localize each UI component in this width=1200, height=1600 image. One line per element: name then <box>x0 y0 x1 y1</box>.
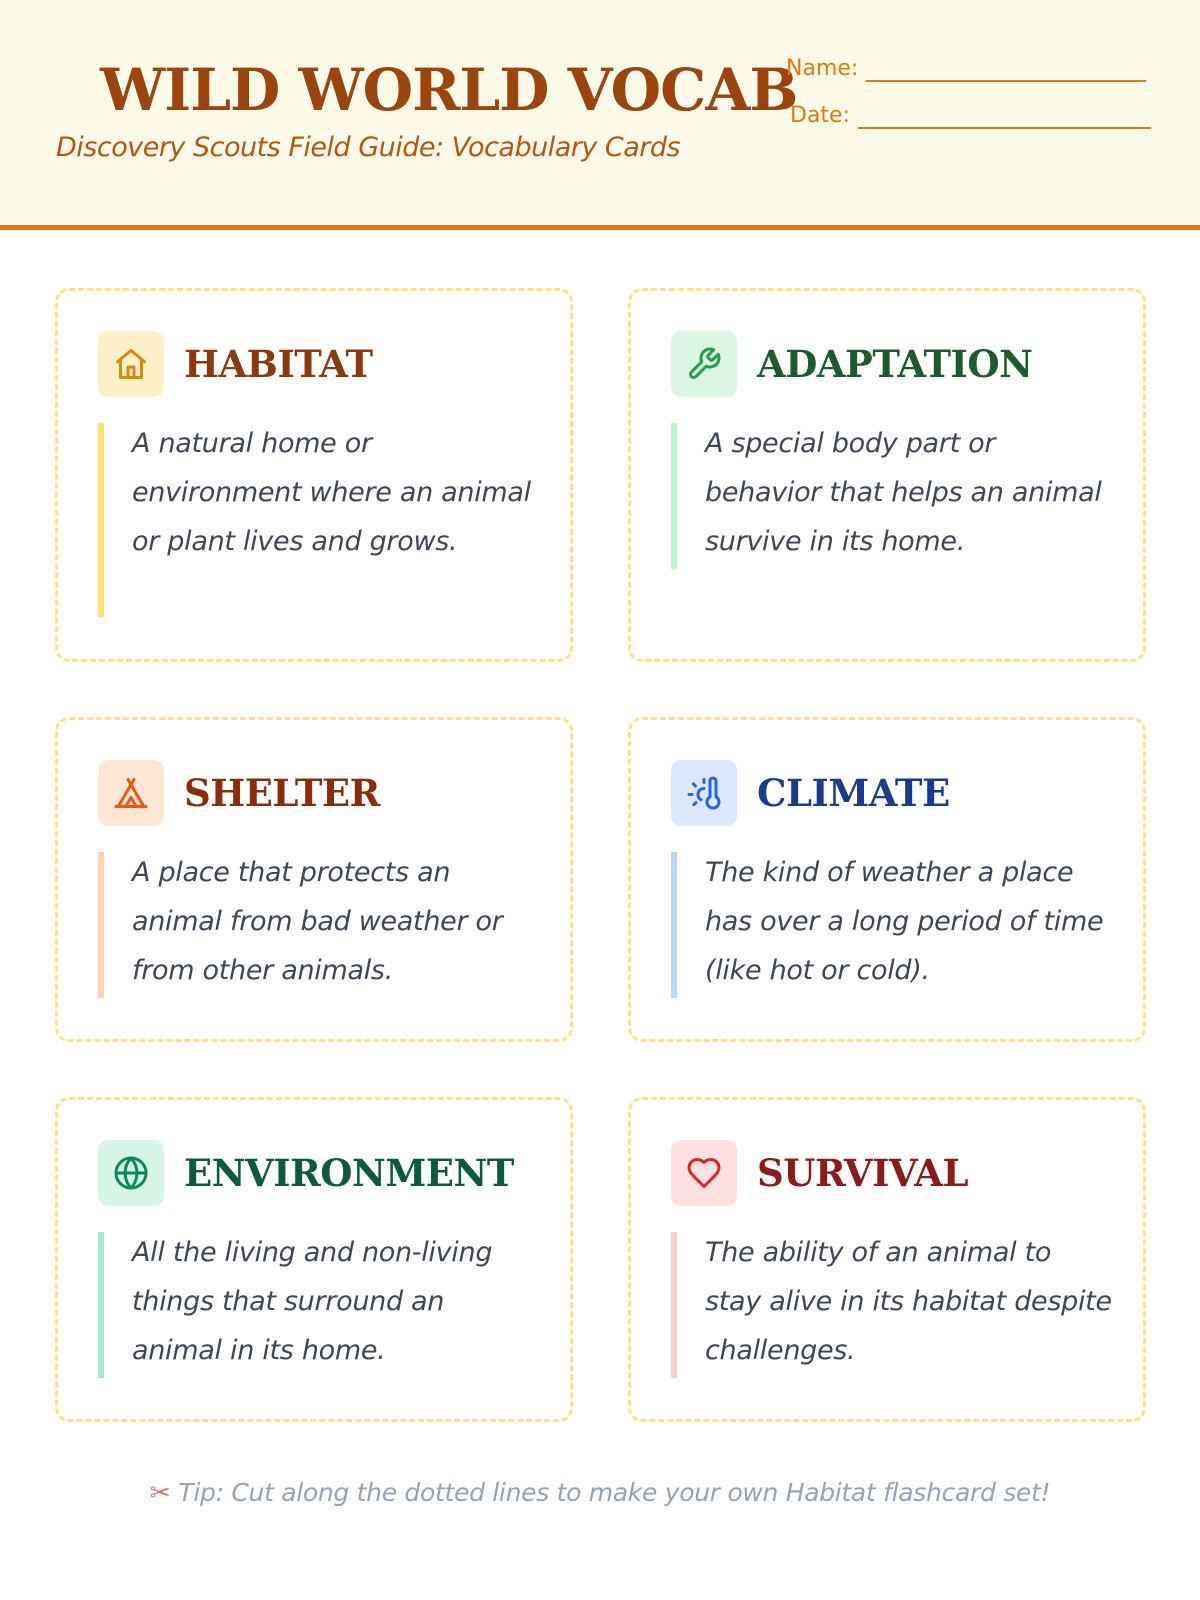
definition-accent-bar <box>671 852 677 998</box>
card-definition: The kind of weather a place has over a long period of time (like hot or cold). <box>705 857 1104 986</box>
home-icon <box>113 346 149 382</box>
name-field[interactable] <box>786 56 1146 82</box>
card-term: HABITAT <box>184 342 373 386</box>
card-term: SHELTER <box>184 771 380 815</box>
card-term: ADAPTATION <box>757 342 1033 386</box>
worksheet-header <box>0 0 1200 230</box>
card-definition: The ability of an animal to stay alive in its habitat despite challenges. <box>705 1237 1112 1366</box>
name-label: Name: <box>786 56 859 81</box>
date-field[interactable] <box>790 103 1151 129</box>
globe-icon <box>113 1155 149 1191</box>
definition-accent-bar <box>671 1232 677 1378</box>
card-icon-badge <box>98 1140 164 1206</box>
card-icon-badge <box>671 331 737 397</box>
card-definition: All the living and non-living things that surround an animal in its home. <box>132 1237 493 1366</box>
date-label: Date: <box>790 103 850 128</box>
card-term: ENVIRONMENT <box>184 1151 514 1195</box>
definition-accent-bar <box>98 852 104 998</box>
date-blank-line[interactable] <box>858 105 1151 129</box>
card-definition: A natural home or environment where an animal or plant lives and grows. <box>132 428 531 557</box>
tip-text: Tip: Cut along the dotted lines to make your own Habitat flashcard set! <box>178 1478 1051 1507</box>
vocab-card-habitat <box>55 288 573 662</box>
scissors-icon: ✂ <box>149 1478 171 1507</box>
vocab-card-survival <box>628 1097 1146 1422</box>
card-definition: A special body part or behavior that helps an animal survive in its home. <box>705 428 1102 557</box>
definition-accent-bar <box>98 1232 104 1378</box>
card-icon-badge <box>98 760 164 826</box>
vocab-card-shelter <box>55 717 573 1042</box>
tent-icon <box>113 775 149 811</box>
vocab-card-environment <box>55 1097 573 1422</box>
vocab-card-adaptation <box>628 288 1146 662</box>
card-definition: A place that protects an animal from bad weather or from other animals. <box>132 857 503 986</box>
card-icon-badge <box>671 760 737 826</box>
wrench-icon <box>686 346 722 382</box>
card-term: CLIMATE <box>757 771 950 815</box>
vocab-card-climate <box>628 717 1146 1042</box>
page-title: WILD WORLD VOCAB <box>100 56 798 124</box>
thermometer-sun-icon <box>686 775 722 811</box>
definition-accent-bar <box>98 423 104 617</box>
cutting-tip <box>0 1478 1200 1507</box>
card-icon-badge <box>98 331 164 397</box>
name-blank-line[interactable] <box>866 58 1146 82</box>
card-term: SURVIVAL <box>757 1151 968 1195</box>
definition-accent-bar <box>671 423 677 569</box>
card-icon-badge <box>671 1140 737 1206</box>
heart-icon <box>686 1155 722 1191</box>
page-subtitle: Discovery Scouts Field Guide: Vocabulary Cards <box>56 132 681 163</box>
